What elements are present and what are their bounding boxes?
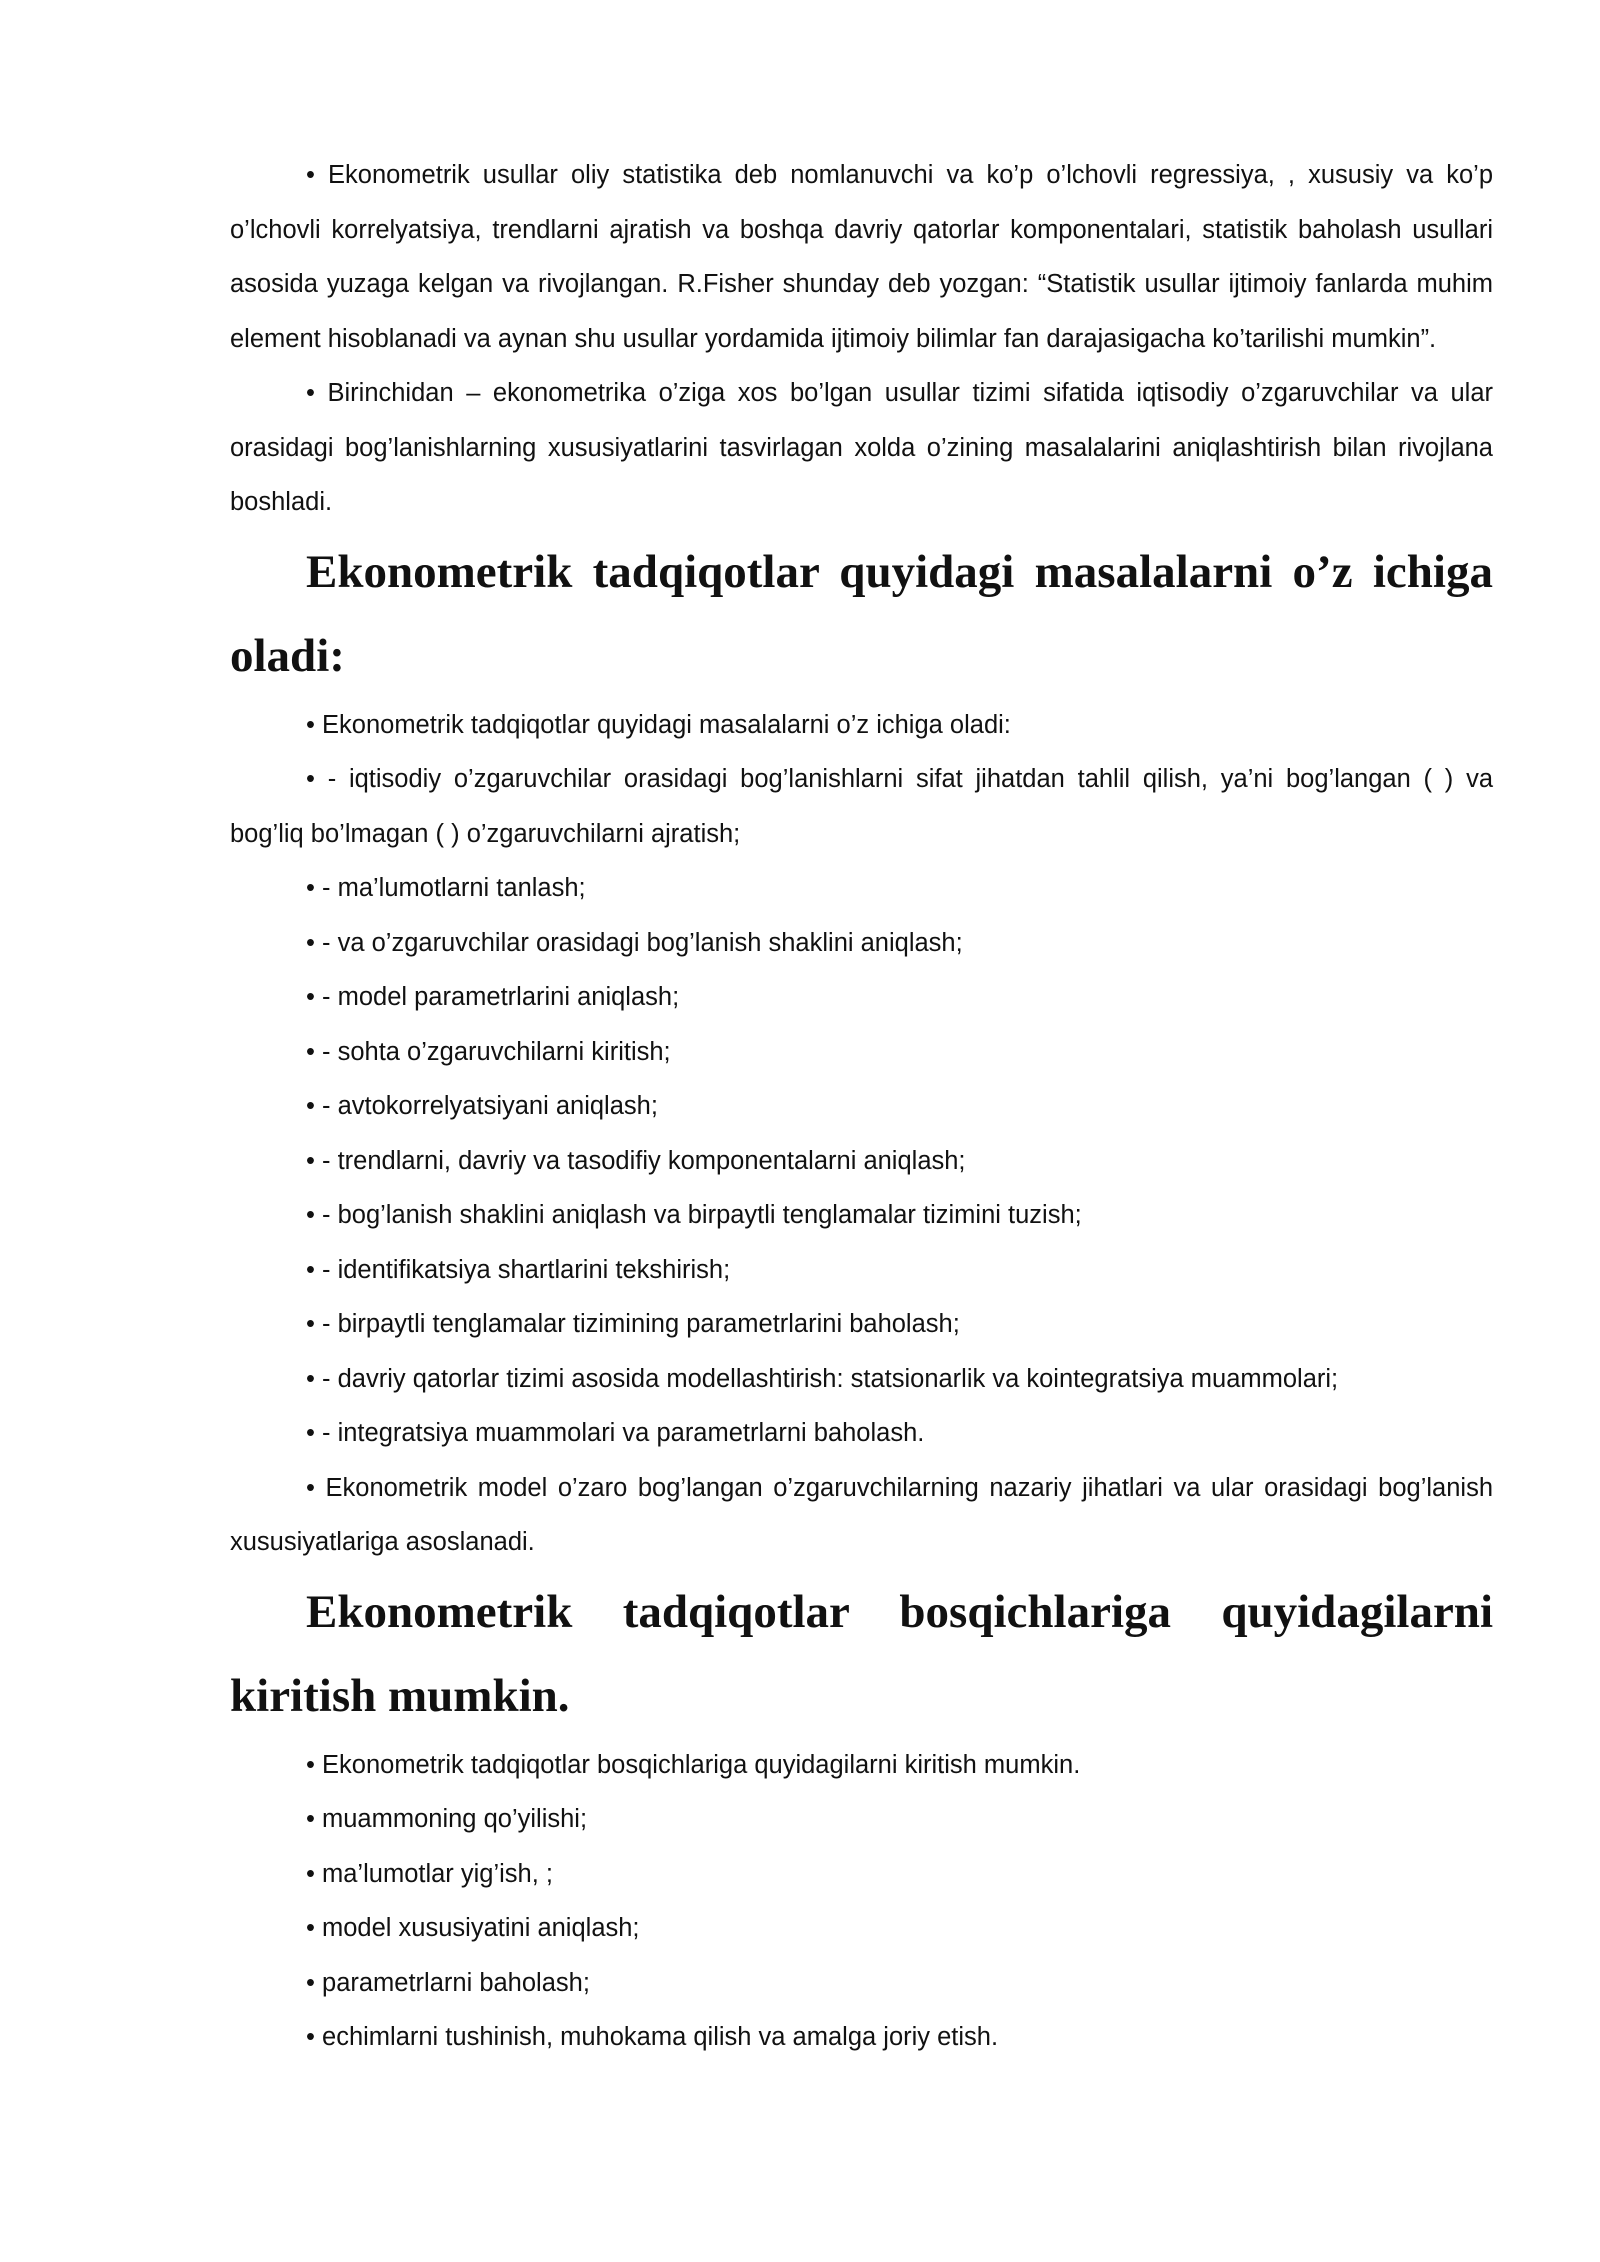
list-item: • - iqtisodiy o’zgaruvchilar orasidagi bog’lanishlarni sifat jihatdan tahlil qilish, ya’ni bog’langan ( ) va bog’liq bo’lmagan ( ) o’zgaruvchilarni ajratish;	[230, 765, 1493, 848]
section-2-list	[230, 1738, 1493, 2065]
list-item: • - davriy qatorlar tizimi asosida modellashtirish: statsionarlik va kointegratsiya muammolari;	[306, 1364, 1339, 1393]
list-item: • - birpaytli tenglamalar tizimining parametrlarini baholash;	[306, 1310, 960, 1338]
list-item: • model xususiyatini aniqlash;	[306, 1914, 640, 1942]
list-item: • - identifikatsiya shartlarini tekshirish;	[306, 1255, 731, 1284]
list-item: • - model parametrlarini aniqlash;	[306, 983, 680, 1011]
section-heading: Ekonometrik tadqiqotlar bosqichlariga quyidagilarni kiritish mumkin.	[230, 1585, 1493, 1722]
list-item: • - bog’lanish shaklini aniqlash va birpaytli tenglamalar tizimini tuzish;	[306, 1201, 1082, 1229]
list-item: • - ma’lumotlarni tanlash;	[306, 874, 586, 902]
list-item: • - integratsiya muammolari va parametrlarni baholash.	[306, 1419, 925, 1447]
section-1-list	[230, 698, 1493, 1570]
list-item: • muammoning qo’yilishi;	[306, 1805, 588, 1833]
list-item: • - trendlarni, davriy va tasodifiy komponentalarni aniqlash;	[306, 1146, 966, 1175]
intro-paragraph: • Birinchidan – ekonometrika o’ziga xos bo’lgan usullar tizimi sifatida iqtisodiy o’zgaruvchilar va ular orasidagi bog’lanishlarning xususiyatlarini tasvirlagan xolda o’zining masalalarini aniqlashtirish bilan rivojlana boshladi.	[230, 379, 1493, 516]
intro-paragraph: • Ekonometrik usullar oliy statistika deb nomlanuvchi va ko’p o’lchovli regressiya, , xususiy va ko’p o’lchovli korrelyatsiya, trendlarni ajratish va boshqa davriy qatorlar komponentalari, statistik baholash usullari asosida yuzaga kelgan va rivojlangan. R.Fisher shunday deb yozgan: “Statistik usullar ijtimoiy fanlarda muhim element hisoblanadi va aynan shu usullar yordamida ijtimoiy bilimlar fan darajasigacha ko’tarilishi mumkin”.	[230, 161, 1493, 353]
list-item: • Ekonometrik tadqiqotlar bosqichlariga quyidagilarni kiritish mumkin.	[306, 1750, 1081, 1779]
list-item: • - avtokorrelyatsiyani aniqlash;	[306, 1092, 658, 1120]
document-page	[230, 148, 1493, 2065]
list-item: • - va o’zgaruvchilar orasidagi bog’lanish shaklini aniqlash;	[306, 928, 963, 957]
list-item: • Ekonometrik tadqiqotlar quyidagi masalalarni o’z ichiga oladi:	[306, 710, 1011, 739]
list-item: • - sohta o’zgaruvchilarni kiritish;	[306, 1037, 671, 1066]
list-item: • ma’lumotlar yig’ish, ;	[306, 1859, 553, 1888]
list-item: • echimlarni tushinish, muhokama qilish va amalga joriy etish.	[306, 2023, 999, 2051]
list-item: • Ekonometrik model o’zaro bog’langan o’zgaruvchilarning nazariy jihatlari va ular orasidagi bog’lanish xususiyatlariga asoslanadi.	[230, 1473, 1493, 1556]
list-item: • parametrlarni baholash;	[306, 1968, 590, 1997]
section-heading: Ekonometrik tadqiqotlar quyidagi masalalarni o’z ichiga oladi:	[230, 545, 1493, 682]
